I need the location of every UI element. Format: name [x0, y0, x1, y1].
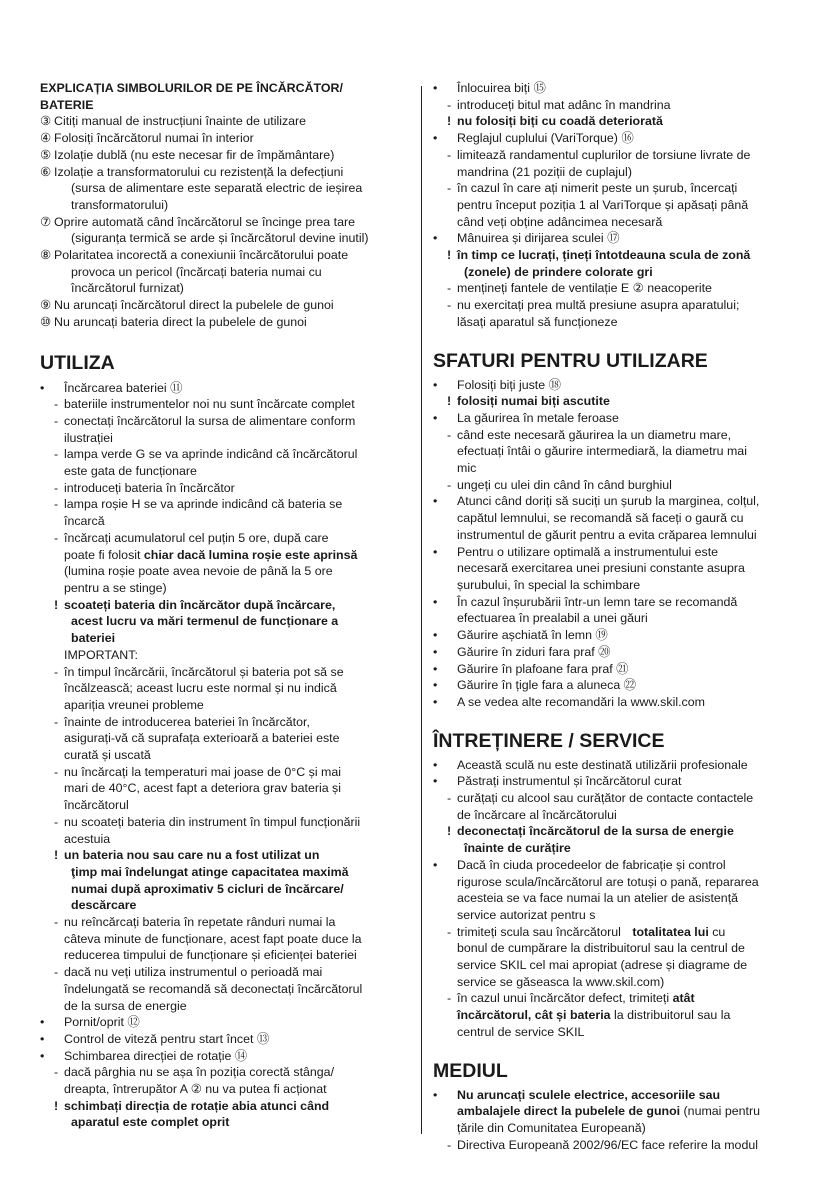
bullet-icon: • — [433, 757, 438, 772]
dash-icon: - — [447, 991, 452, 1006]
dash-icon: - — [447, 791, 452, 806]
symbol-item — [40, 314, 410, 331]
exclamation-icon: ! — [447, 394, 452, 409]
dash-text: dacă nu veți utiliza instrumentul o perioadă mai — [64, 965, 323, 980]
bullet-text: Găurire în țigle fara a aluneca ㉒ — [457, 678, 637, 693]
dash-text: cu — [708, 924, 726, 939]
dash-text-cont: mandrina (21 poziții de cuplajul) — [457, 164, 632, 179]
dash-text: conectați încărcătorul la sursa de alimentare conform — [64, 413, 356, 428]
dash-item — [433, 427, 803, 444]
dash-text-cont: lăsați aparatul să funcționeze — [457, 314, 618, 329]
dash-text: lampa verde G se va aprinde indicând că încărcătorul — [64, 447, 358, 462]
bullet-text: Găurire în plafoane fara praf ㉑ — [457, 661, 629, 676]
warning-item — [433, 393, 803, 410]
dash-text-cont: când veți obține adâncimea necesară — [457, 214, 663, 229]
bullet-text: Atunci când doriți să suciți un șurub la marginea, colțul, — [457, 494, 760, 509]
dash-text-cont: mic — [457, 461, 477, 476]
dash-text-cont: acestuia — [64, 831, 111, 846]
dash-item — [40, 396, 410, 413]
dash-text-cont: bonul de cumpărare la distribuitorul sau la centrul de — [457, 941, 745, 956]
dash-text: mențineți fantele de ventilație E ② neacoperite — [457, 281, 712, 296]
bullet-item — [40, 1014, 410, 1031]
dash-text-bold: chiar dacă lumina roșie este aprinsă — [143, 547, 358, 562]
section-heading-utiliza: UTILIZA — [40, 351, 115, 374]
dash-text-cont: reducerea timpului de funcționare și eficienței bateriei — [64, 948, 357, 963]
bullet-text-cont: capătul lemnului, se recomandă să faceți o gaură cu — [457, 511, 744, 526]
bullet-text-cont: rigurose scula/încărcătorul are totuși o pană, repararea — [457, 874, 759, 889]
warning-text-cont: descărcare — [71, 898, 137, 913]
dash-text: lampa roșie H se va aprinde indicând că bateria se — [64, 497, 343, 512]
bullet-text: A se vedea alte recomandări la www.skil.com — [457, 694, 705, 709]
bullet-item — [433, 857, 803, 874]
dash-text-cont: pentru început poziția 1 al VariTorque și apăsați până — [457, 197, 749, 212]
warning-text: nu folosiți biți cu coadă deteriorată — [457, 114, 663, 129]
left-column — [40, 80, 410, 1131]
warning-text-cont: ţimp mai îndelungat atinge capacitatea maximă — [71, 864, 349, 879]
bullet-item — [40, 1048, 410, 1065]
dash-icon: - — [54, 413, 59, 428]
dash-text-cont: centrul de service SKIL — [457, 1024, 585, 1039]
dash-icon: - — [447, 281, 452, 296]
dash-text-cont — [433, 1007, 803, 1024]
dash-text-cont: dreapta, întrerupător A ② nu va putea fi acționat — [64, 1082, 327, 1097]
symbol-item — [40, 214, 410, 231]
dash-text-cont: este gata de funcționare — [64, 464, 197, 479]
bullet-item — [433, 1087, 803, 1104]
bullet-icon: • — [433, 594, 438, 609]
bullet-text-cont: șurubului, în special la schimbare — [457, 577, 641, 592]
exclamation-icon: ! — [447, 114, 452, 129]
dash-text-cont: service se găseasca la www.skil.com) — [457, 974, 665, 989]
bullet-text: Păstrați instrumentul și încărcătorul curat — [457, 774, 682, 789]
important-label: IMPORTANT: — [64, 647, 138, 662]
dash-text: ungeți cu ulei din când în când burghiul — [457, 477, 672, 492]
dash-text: dacă pârghia nu se așa în poziția corectă stânga/ — [64, 1065, 335, 1080]
dash-text: înainte de introducerea bateriei în încărcător, — [64, 714, 310, 729]
dash-item — [433, 297, 803, 314]
symbol-item — [40, 130, 410, 147]
bullet-icon: • — [433, 131, 438, 146]
dash-text: nu reîncărcați bateria în repetate rânduri numai la — [64, 915, 336, 930]
dash-text-cont: asigurați-vă că suprafața exterioară a bateriei este — [64, 731, 340, 746]
dash-item — [433, 97, 803, 114]
dash-text-cont: ilustrației — [64, 430, 113, 445]
dash-item — [433, 790, 803, 807]
bullet-item — [40, 1031, 410, 1048]
bullet-item — [433, 410, 803, 427]
bullet-icon: • — [433, 774, 438, 789]
dash-text-bold: atât — [672, 991, 695, 1006]
dash-icon: - — [447, 1137, 452, 1152]
warning-text: folosiți numai biți ascutite — [457, 394, 610, 409]
column-divider — [421, 86, 422, 1134]
bullet-text: În cazul înșurubării într-un lemn tare se recomandă — [457, 594, 738, 609]
dash-icon: - — [54, 530, 59, 545]
bullet-item — [433, 80, 803, 97]
warning-text-cont: aparatul este complet oprit — [71, 1115, 230, 1130]
dash-text: bateriile instrumentelor noi nu sunt încărcate complet — [64, 397, 355, 412]
dash-text: la distribuitorul sau la — [610, 1008, 731, 1023]
bullet-icon: • — [433, 1087, 438, 1102]
bullet-text: Pentru o utilizare optimală a instrumentului este — [457, 544, 719, 559]
bullet-item — [433, 773, 803, 790]
symbol-text-cont: încărcătorul furnizat) — [71, 281, 184, 296]
bullet-item — [433, 694, 803, 711]
bullet-text: Găurire așchiată în lemn ⑲ — [457, 628, 608, 643]
bullet-icon: • — [433, 678, 438, 693]
bullet-icon: • — [433, 628, 438, 643]
dash-item — [433, 180, 803, 197]
dash-text: Directiva Europeană 2002/96/EC face referire la modul — [457, 1137, 758, 1152]
circled-number-10: ⑩ — [40, 314, 52, 329]
dash-icon: - — [54, 664, 59, 679]
dash-text: introduceți bitul mat adânc în mandrina — [457, 97, 671, 112]
dash-text-cont: de la sursa de energie — [64, 998, 187, 1013]
bullet-item — [433, 544, 803, 561]
dash-text: introduceți bateria în încărcător — [64, 480, 235, 495]
dash-item — [433, 280, 803, 297]
bullet-icon: • — [40, 1031, 45, 1046]
dash-text-bold: încărcătorul, cât și bateria — [457, 1008, 611, 1023]
bullet-icon: • — [40, 1048, 45, 1063]
bullet-item — [433, 493, 803, 510]
dash-icon: - — [54, 447, 59, 462]
dash-text-cont: apariția vreunei probleme — [64, 697, 204, 712]
symbol-item — [40, 113, 410, 130]
dash-item — [40, 764, 410, 781]
dash-text: în cazul în care ați nimerit peste un șurub, încercați — [457, 181, 738, 196]
warning-text: scoateți bateria din încărcător după încărcare, — [64, 597, 336, 612]
dash-icon: - — [54, 915, 59, 930]
section-heading-tips: SFATURI PENTRU UTILIZARE — [433, 349, 708, 372]
symbol-text-cont: provoca un pericol (încărcați bateria numai cu — [71, 264, 322, 279]
dash-item — [40, 914, 410, 931]
bullet-icon: • — [433, 81, 438, 95]
dash-text-cont: îndelungată se recomandă să deconectați încărcătorul — [64, 981, 363, 996]
symbol-text: Folosiți încărcătorul numai în interior — [54, 131, 254, 146]
dash-text-cont: de încărcare al încărcătorului — [457, 807, 617, 822]
circled-number-4: ④ — [40, 131, 52, 146]
dash-text-cont: service SKIL cel mai apropiat (adrese și diagrame de — [457, 958, 748, 973]
symbol-item — [40, 297, 410, 314]
dash-item — [40, 964, 410, 981]
dash-text-cont: încărcătorul — [64, 798, 129, 813]
circled-number-8: ⑧ — [40, 248, 52, 263]
warning-item — [40, 847, 410, 864]
dash-icon: - — [447, 427, 452, 442]
dash-item — [40, 446, 410, 463]
exclamation-icon: ! — [54, 597, 59, 612]
dash-text-bold: totalitatea lui — [632, 924, 709, 939]
dash-text: în timpul încărcării, încărcătorul și bateria pot să se — [64, 664, 344, 679]
dash-icon: - — [54, 1065, 59, 1080]
bullet-icon: • — [433, 644, 438, 659]
bullet-text: Control de viteză pentru start încet ⑬ — [64, 1031, 270, 1046]
bullet-text-cont: acesteia se va face numai la un atelier de asistență — [457, 891, 739, 906]
bullet-icon: • — [433, 661, 438, 676]
symbol-item — [40, 247, 410, 264]
symbol-text: Izolație dublă (nu este necesar fir de împământare) — [54, 147, 335, 162]
dash-item — [433, 147, 803, 164]
bullet-text-cont: instrumentul de găurit pentru a evita crăparea lemnului — [457, 527, 757, 542]
symbol-item — [40, 164, 410, 181]
bullet-text: (numai pentru — [680, 1104, 761, 1119]
bullet-text-bold: ambalajele direct la pubelele de gunoi — [457, 1104, 681, 1119]
bullet-item — [433, 627, 803, 644]
bullet-item — [433, 677, 803, 694]
bullet-item — [433, 757, 803, 774]
dash-text-cont: încarcă — [64, 514, 105, 529]
bullet-text-cont: efectuarea în prealabil a unei găuri — [457, 611, 648, 626]
warning-item — [40, 1098, 410, 1115]
dash-text-cont: (lumina roșie poate avea nevoie de până la 5 ore — [64, 564, 333, 579]
symbol-text: Citiți manual de instrucțiuni înainte de utilizare — [54, 114, 307, 129]
bullet-icon: • — [433, 544, 438, 559]
warning-text-cont: (zonele) de prindere colorate gri — [464, 264, 653, 279]
bullet-icon: • — [433, 377, 438, 392]
symbol-text: Nu aruncați bateria direct la pubelele de gunoi — [54, 314, 307, 329]
bullet-item — [433, 130, 803, 147]
dash-icon: - — [54, 814, 59, 829]
dash-text-cont: pentru a se stinge) — [64, 580, 167, 595]
dash-icon: - — [447, 298, 452, 313]
symbol-text: Polaritatea incorectă a conexiunii încărcătorului poate — [54, 248, 349, 263]
bullet-item — [433, 644, 803, 661]
bullet-text-cont: necesară exercitarea unei presiuni constante asupra — [457, 561, 745, 576]
dash-item — [40, 413, 410, 430]
warning-item — [40, 597, 410, 614]
exclamation-icon: ! — [447, 824, 452, 839]
symbol-text-cont: (siguranța termică se arde și încărcătorul devine inutil) — [71, 231, 369, 246]
symbols-heading-cont: BATERIE — [40, 97, 94, 112]
dash-item — [433, 1137, 803, 1154]
bullet-text: Folosiți biți juste ⑱ — [457, 377, 561, 392]
dash-icon: - — [54, 714, 59, 729]
section-heading-environment: MEDIUL — [433, 1059, 508, 1082]
circled-number-7: ⑦ — [40, 214, 52, 229]
dash-item — [433, 477, 803, 494]
bullet-item — [433, 230, 803, 247]
dash-text: nu scoateți bateria din instrument în timpul funcționării — [64, 814, 361, 829]
bullet-text: Pornit/oprit ⑫ — [64, 1015, 140, 1030]
dash-icon: - — [54, 397, 59, 412]
dash-text: trimiteți scula sau încărcătorul — [457, 924, 625, 939]
bullet-item — [40, 380, 410, 397]
bullet-icon: • — [433, 694, 438, 709]
bullet-text-cont — [433, 1103, 803, 1120]
dash-item — [40, 480, 410, 497]
dash-text-cont: câteva minute de funcționare, acest fapt poate duce la — [64, 931, 362, 946]
dash-text: poate fi folosit — [64, 547, 144, 562]
dash-icon: - — [54, 764, 59, 779]
bullet-icon: • — [433, 410, 438, 425]
dash-text: în cazul unui încărcător defect, trimiteți — [457, 991, 673, 1006]
warning-text-cont: bateriei — [71, 631, 116, 646]
bullet-icon: • — [433, 857, 438, 872]
symbol-text-cont: transformatorului) — [71, 197, 169, 212]
dash-item — [40, 664, 410, 681]
bullet-text: Mânuirea și dirijarea sculei ⑰ — [457, 231, 620, 246]
warning-item — [433, 823, 803, 840]
symbol-text: Izolație a transformatorului cu rezistență la defecțiuni — [54, 164, 344, 179]
symbol-text: Oprire automată când încărcătorul se încinge prea tare — [54, 214, 355, 229]
bullet-text: Schimbarea direcției de rotație ⑭ — [64, 1048, 248, 1063]
dash-text-cont — [40, 547, 410, 564]
dash-text-cont: încălzească; aceast lucru este normal și nu indică — [64, 681, 337, 696]
section-heading-maintenance: ÎNTREȚINERE / SERVICE — [433, 729, 665, 752]
exclamation-icon: ! — [54, 848, 59, 863]
bullet-text: La găurirea în metale feroase — [457, 410, 619, 425]
bullet-icon: • — [40, 380, 45, 395]
bullet-icon: • — [433, 494, 438, 509]
symbol-text-cont: (sursa de alimentare este separată electric de ieșirea — [71, 181, 363, 196]
circled-number-3: ③ — [40, 114, 52, 129]
right-column — [433, 80, 803, 1153]
warning-text: în timp ce lucrați, țineți întotdeauna scula de zonă — [457, 248, 751, 263]
bullet-item — [433, 594, 803, 611]
bullet-text: Reglajul cuplului (VariTorque) ⑯ — [457, 131, 634, 146]
bullet-icon: • — [40, 1015, 45, 1030]
warning-text-cont: înainte de curățire — [464, 841, 571, 856]
bullet-text: Găurire în ziduri fara praf ⑳ — [457, 644, 611, 659]
circled-number-9: ⑨ — [40, 298, 52, 313]
dash-item — [40, 530, 410, 547]
warning-text-cont: numai după aproximativ 5 cicluri de încărcare/ — [71, 881, 344, 896]
dash-icon: - — [54, 965, 59, 980]
dash-item — [433, 990, 803, 1007]
bullet-icon: • — [433, 231, 438, 246]
dash-text-cont: mari de 40°C, acest fapt a deteriora grav bateria și — [64, 781, 341, 796]
bullet-text: Această sculă nu este destinată utilizării profesionale — [457, 757, 748, 772]
dash-text: nu încărcați la temperaturi mai joase de 0°C și mai — [64, 764, 341, 779]
bullet-text-cont: țările din Comunitatea Europeană) — [457, 1120, 646, 1135]
dash-item — [40, 814, 410, 831]
symbol-text: Nu aruncați încărcătorul direct la pubelele de gunoi — [54, 298, 334, 313]
dash-item — [40, 496, 410, 513]
dash-item — [40, 714, 410, 731]
dash-icon: - — [54, 480, 59, 495]
warning-item — [433, 113, 803, 130]
exclamation-icon: ! — [54, 1098, 59, 1113]
warning-text: schimbați direcția de rotație abia atunci când — [64, 1098, 330, 1113]
warning-item — [433, 247, 803, 264]
circled-number-5: ⑤ — [40, 147, 52, 162]
dash-icon: - — [447, 924, 452, 939]
dash-icon: - — [447, 147, 452, 162]
dash-text: încărcați acumulatorul cel puțin 5 ore, după care — [64, 530, 329, 545]
dash-item — [433, 924, 803, 941]
warning-text-cont: acest lucru va mări termenul de funcționare a — [71, 614, 339, 629]
dash-text-cont: efectuați întâi o găurire intermediară, la diametru mai — [457, 444, 747, 459]
dash-item — [40, 1064, 410, 1081]
symbols-heading: EXPLICAȚIA SIMBOLURILOR DE PE ÎNCĂRCĂTOR/ — [40, 81, 343, 95]
bullet-text: Dacă în ciuda procedeelor de fabricație și control — [457, 857, 726, 872]
bullet-item — [433, 661, 803, 678]
dash-text: când este necesară găurirea la un diametru mare, — [457, 427, 732, 442]
dash-icon: - — [447, 181, 452, 196]
dash-text: nu exercitați prea multă presiune asupra aparatului; — [457, 298, 740, 313]
dash-text: curățați cu alcool sau curățător de contacte contactele — [457, 791, 754, 806]
bullet-text: Încărcarea bateriei ⑪ — [64, 380, 183, 395]
dash-text-cont: curată și uscată — [64, 748, 151, 763]
dash-icon: - — [54, 497, 59, 512]
warning-text: un bateria nou sau care nu a fost utilizat un — [64, 848, 320, 863]
bullet-text: Înlocuirea biți ⑮ — [457, 81, 546, 95]
dash-icon: - — [447, 477, 452, 492]
symbol-item — [40, 147, 410, 164]
bullet-text-cont: service autorizat pentru s — [457, 907, 596, 922]
dash-icon: - — [447, 97, 452, 112]
bullet-item — [433, 377, 803, 394]
exclamation-icon: ! — [447, 248, 452, 263]
warning-text: deconectați încărcătorul de la sursa de energie — [457, 824, 734, 839]
circled-number-6: ⑥ — [40, 164, 52, 179]
bullet-text-bold: Nu aruncați sculele electrice, accesoriile sau — [457, 1087, 721, 1102]
dash-text: limitează randamentul cuplurilor de torsiune livrate de — [457, 147, 751, 162]
